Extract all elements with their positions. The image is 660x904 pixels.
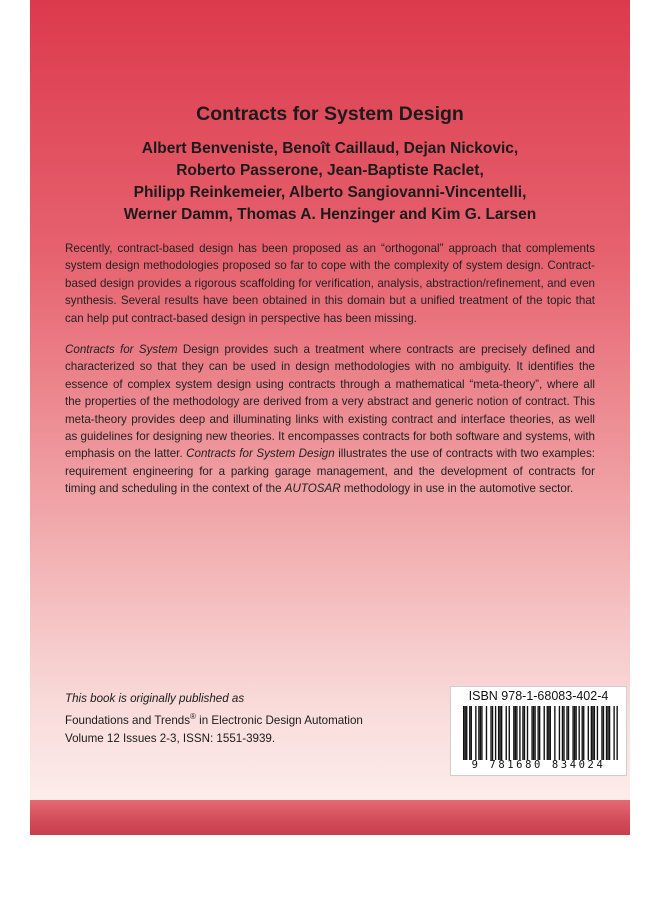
barcode-bar <box>463 706 464 760</box>
description-text: methodology in use in the automotive sector. <box>340 482 574 496</box>
italic-title: Contracts for System <box>65 343 178 357</box>
barcode-bar <box>607 706 608 760</box>
barcode-bar <box>603 706 604 760</box>
barcode-bar <box>492 706 493 760</box>
barcode-bar <box>544 706 545 760</box>
barcode-bars <box>463 706 618 760</box>
barcode-bar <box>583 706 584 760</box>
barcode-bar <box>527 706 528 760</box>
barcode-bar <box>572 706 573 760</box>
barcode-bar <box>563 706 564 760</box>
barcode-bar <box>481 706 482 760</box>
isbn-barcode <box>450 686 627 776</box>
barcode-bar <box>601 706 602 760</box>
barcode-bar <box>547 706 548 760</box>
isbn-label: ISBN 978-1-68083-402-4 <box>468 689 609 703</box>
barcode-bar <box>486 706 487 760</box>
barcode-bar <box>524 706 525 760</box>
barcode-bar <box>568 706 569 760</box>
barcode-bar <box>469 706 470 760</box>
barcode-bar <box>490 706 491 760</box>
barcode-bar <box>466 706 467 760</box>
barcode-bar <box>548 706 549 760</box>
barcode-bar <box>594 706 595 760</box>
publication-note <box>65 690 425 748</box>
book-description <box>65 240 595 512</box>
publication-series: Foundations and Trends® in Electronic Design Automation <box>65 712 363 727</box>
barcode-bar <box>574 706 575 760</box>
author-line: Werner Damm, Thomas A. Henzinger and Kim G. Larsen <box>123 206 537 223</box>
barcode-bar <box>478 706 479 760</box>
barcode-bar <box>537 706 538 760</box>
italic-term: AUTOSAR <box>284 482 341 496</box>
barcode-bar <box>578 706 579 760</box>
barcode-bar <box>613 706 614 760</box>
book-title: Contracts for System Design <box>196 103 464 125</box>
barcode-bar <box>499 706 500 760</box>
barcode-bar <box>592 706 593 760</box>
registered-mark: ® <box>190 712 196 721</box>
barcode-bar <box>475 706 476 760</box>
barcode-bar <box>515 706 516 760</box>
barcode-bar <box>534 706 535 760</box>
back-cover <box>30 0 630 835</box>
barcode-bar <box>582 706 583 760</box>
publication-volume: Volume 12 Issues 2-3, ISSN: 1551-3939. <box>65 731 276 745</box>
publication-intro: This book is originally published as <box>65 692 245 705</box>
barcode-bar <box>498 706 499 760</box>
author-line: Philipp Reinkemeier, Alberto Sangiovanni-Vincentelli, <box>133 184 527 201</box>
barcode-bar <box>575 706 576 760</box>
barcode-bar <box>566 706 567 760</box>
bottom-band <box>30 800 630 835</box>
barcode-bar <box>506 706 507 760</box>
barcode-digits: 9 781680 834024 <box>471 759 606 771</box>
barcode-bar <box>522 706 523 760</box>
description-paragraph <box>65 341 595 498</box>
description-text: Design provides such a treatment where contracts are precisely defined and characterized so that they can be used in design methodologies with no ambiguity. It identifies the essence of complex system design using contracts through a mathematical “meta-theory”, where all the properties of the methodology are derived from a very abstract and generic notion of contract. This meta-theory provides deep and illuminating links with existing contract and interface theories, as well as guidelines for designing new theories. It encompasses contracts for both software and systems, with emphasis on the latter. <box>65 343 595 461</box>
author-list <box>30 138 630 226</box>
author-line: Albert Benveniste, Benoît Caillaud, Dejan Nickovic, <box>141 140 519 157</box>
barcode-bar <box>501 706 502 760</box>
barcode-bar <box>531 706 532 760</box>
description-text: illustrates the use of contracts with two examples: requirement engineering for a parking garage management, and the development of contracts for timing and scheduling in the context of the <box>65 447 595 496</box>
barcode-bar <box>591 706 592 760</box>
barcode-bar <box>519 706 520 760</box>
barcode-bar <box>616 706 617 760</box>
barcode-bar <box>550 706 551 760</box>
barcode-bar <box>480 706 481 760</box>
author-line: Roberto Passerone, Jean-Baptiste Raclet, <box>176 162 484 179</box>
barcode-bar <box>533 706 534 760</box>
description-paragraph: Recently, contract-based design has been proposed as an “orthogonal” approach that complements system design methodologies proposed so far to cope with the complexity of system design. Contract-based design provides a rigorous scaffolding for verification, analysis, abstraction/refinement, and even synthesis. Several results have been obtained in this domain but a unified treatment of the topic that can help put contract-based design in perspective has been missing. <box>65 242 595 325</box>
barcode-bar <box>609 706 610 760</box>
barcode-bar <box>509 706 510 760</box>
italic-title: Contracts for System Design <box>186 447 335 461</box>
barcode-bar <box>562 706 563 760</box>
barcode-bar <box>465 706 466 760</box>
barcode-bar <box>495 706 496 760</box>
barcode-bar <box>554 706 555 760</box>
barcode-bar <box>559 706 560 760</box>
barcode-bar <box>513 706 514 760</box>
barcode-bar <box>588 706 589 760</box>
barcode-bar <box>516 706 517 760</box>
barcode-bar <box>471 706 472 760</box>
barcode-bar <box>539 706 540 760</box>
barcode-bar <box>606 706 607 760</box>
barcode-bar <box>597 706 598 760</box>
